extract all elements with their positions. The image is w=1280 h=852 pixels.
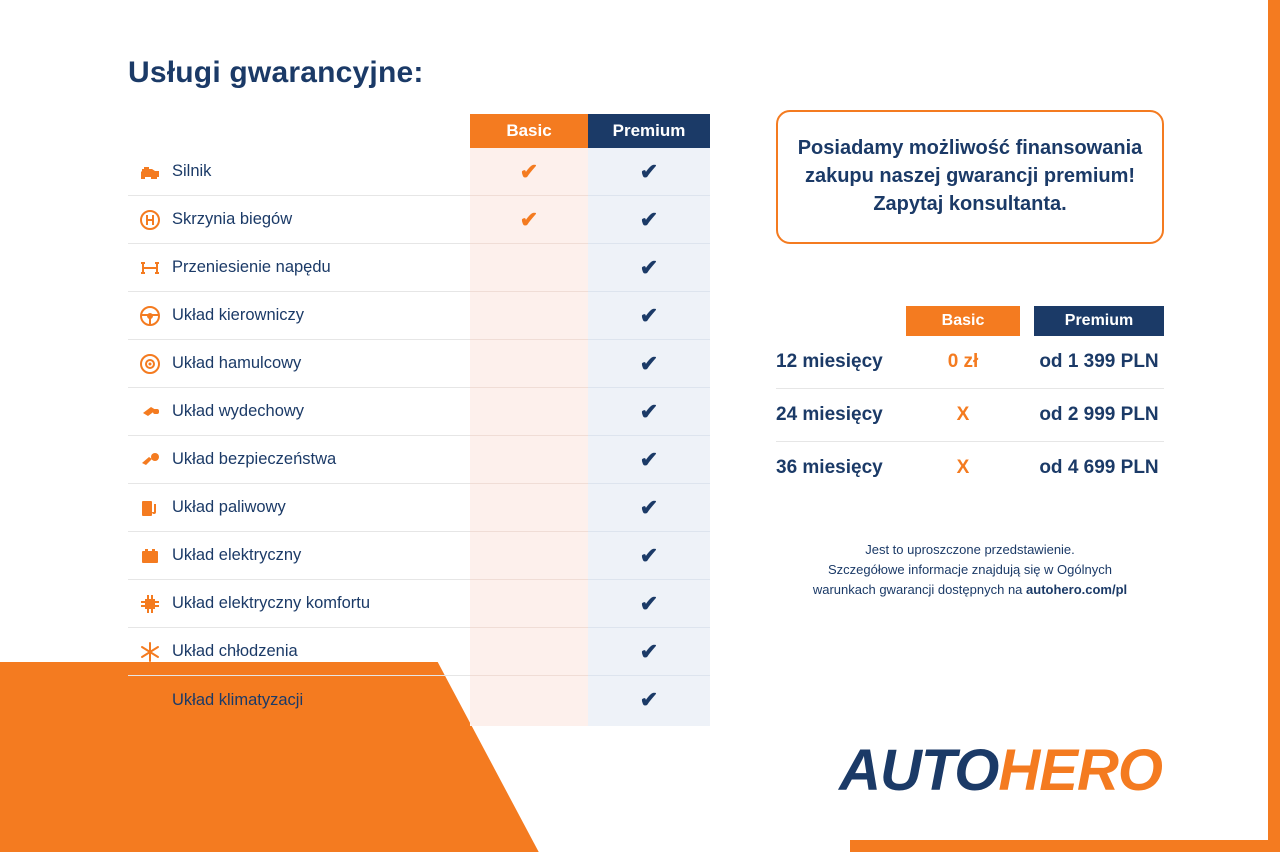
disclaimer-line-3-text: warunkach gwarancji dostępnych na <box>812 582 1027 598</box>
exhaust-icon <box>128 403 172 421</box>
services-table <box>128 114 712 724</box>
price-period-label: 12 miesięcy <box>776 351 883 372</box>
services-table-header <box>128 114 712 148</box>
brake-disc-icon <box>128 354 172 374</box>
logo-text-auto: AUTO <box>839 738 999 803</box>
premium-cell <box>588 340 710 388</box>
fuel-pump-icon <box>128 498 172 518</box>
service-label-cell <box>128 436 470 484</box>
steering-wheel-icon <box>128 306 172 326</box>
premium-check: ✔ <box>639 206 659 232</box>
premium-cell <box>588 532 710 580</box>
table-row <box>128 244 712 292</box>
price-column-header-basic: Basic <box>906 306 1020 336</box>
basic-cell <box>470 244 588 292</box>
table-row <box>128 580 712 628</box>
decorative-orange-bar-bottom-right <box>850 840 1280 852</box>
price-period-label: 36 miesięcy <box>776 457 883 478</box>
service-label-cell <box>128 196 470 244</box>
premium-check: ✔ <box>639 158 659 184</box>
basic-cell <box>470 484 588 532</box>
pricing-table-header <box>776 306 1164 336</box>
premium-cell <box>588 484 710 532</box>
service-label: Układ chłodzenia <box>172 642 298 660</box>
service-label-cell <box>128 340 470 388</box>
premium-cell <box>588 628 710 676</box>
table-row <box>128 388 712 436</box>
premium-check: ✔ <box>639 638 659 664</box>
service-label: Układ kierowniczy <box>172 306 305 324</box>
page-title: Usługi gwarancyjne: <box>128 56 424 89</box>
price-column-header-premium: Premium <box>1034 306 1164 336</box>
table-row <box>128 148 712 196</box>
table-row <box>776 336 1164 389</box>
service-label: Silnik <box>172 162 212 180</box>
premium-check: ✔ <box>639 398 659 424</box>
gearbox-icon <box>128 210 172 230</box>
basic-cell <box>470 148 588 196</box>
service-label: Układ bezpieczeństwa <box>172 450 337 468</box>
service-label: Układ klimatyzacji <box>172 690 304 709</box>
price-premium-value: od 2 999 PLN <box>1039 404 1159 425</box>
service-label: Przeniesienie napędu <box>172 258 331 276</box>
service-label: Układ paliwowy <box>172 498 286 516</box>
disclaimer-line-3 <box>776 580 1164 600</box>
table-row <box>128 484 712 532</box>
disclaimer-line-2: Szczegółowe informacje znajdują się w Ogólnych <box>828 562 1112 578</box>
table-row <box>128 340 712 388</box>
table-row <box>128 436 712 484</box>
thermometer-icon <box>128 690 172 710</box>
chip-icon <box>128 594 172 614</box>
pricing-table <box>776 306 1164 494</box>
price-basic-value: 0 zł <box>947 351 979 372</box>
price-period-label: 24 miesięcy <box>776 404 883 425</box>
basic-cell <box>470 388 588 436</box>
logo-text-hero: HERO <box>998 738 1162 803</box>
header-spacer <box>128 114 470 148</box>
basic-cell <box>470 580 588 628</box>
basic-cell <box>470 628 588 676</box>
drivetrain-icon <box>128 259 172 277</box>
service-label: Układ hamulcowy <box>172 354 302 372</box>
battery-icon <box>128 547 172 565</box>
service-label: Układ elektryczny komfortu <box>172 594 371 612</box>
service-label-cell <box>128 676 470 724</box>
price-premium-value: od 1 399 PLN <box>1039 351 1159 372</box>
basic-cell <box>470 292 588 340</box>
premium-cell <box>588 196 710 244</box>
premium-cell <box>588 436 710 484</box>
basic-cell <box>470 436 588 484</box>
services-panel <box>128 56 712 724</box>
premium-cell <box>588 292 710 340</box>
premium-cell <box>588 388 710 436</box>
price-basic-value: X <box>956 404 970 425</box>
service-label-cell <box>128 580 470 628</box>
table-row <box>128 532 712 580</box>
table-row <box>128 196 712 244</box>
column-header-premium: Premium <box>588 114 710 148</box>
service-label-cell <box>128 292 470 340</box>
financing-promo-box: Posiadamy możliwość finansowania zakupu naszej gwarancji premium! Zapytaj konsultanta. <box>776 110 1164 244</box>
service-label-cell <box>128 148 470 196</box>
premium-cell <box>588 580 710 628</box>
premium-check: ✔ <box>639 494 659 520</box>
airbag-icon <box>128 451 172 469</box>
table-row <box>776 442 1164 494</box>
decorative-orange-bar-right <box>1268 0 1280 852</box>
basic-cell <box>470 196 588 244</box>
premium-cell <box>588 676 710 724</box>
premium-check: ✔ <box>639 446 659 472</box>
basic-check: ✔ <box>519 158 539 184</box>
table-row <box>776 389 1164 442</box>
premium-check: ✔ <box>639 542 659 568</box>
premium-cell <box>588 244 710 292</box>
basic-cell <box>470 340 588 388</box>
services-rows <box>128 148 712 724</box>
service-label-cell <box>128 628 470 676</box>
table-row <box>128 292 712 340</box>
premium-check: ✔ <box>639 590 659 616</box>
premium-cell <box>588 148 710 196</box>
offer-panel <box>776 110 1164 600</box>
service-label: Układ elektryczny <box>172 546 302 564</box>
service-label-cell <box>128 484 470 532</box>
autohero-logo <box>839 737 1162 804</box>
service-label-cell <box>128 388 470 436</box>
disclaimer <box>776 540 1164 600</box>
website-link[interactable]: autohero.com/pl <box>1026 582 1128 598</box>
snowflake-icon <box>128 642 172 662</box>
column-header-basic: Basic <box>470 114 588 148</box>
basic-cell <box>470 532 588 580</box>
disclaimer-line-1: Jest to uproszczone przedstawienie. <box>865 542 1075 557</box>
basic-cell <box>470 676 588 724</box>
premium-check: ✔ <box>639 254 659 280</box>
basic-check: ✔ <box>519 206 539 232</box>
engine-icon <box>128 163 172 181</box>
service-label-cell <box>128 244 470 292</box>
table-row <box>128 676 712 724</box>
service-label: Układ wydechowy <box>172 402 305 420</box>
service-label: Skrzynia biegów <box>172 210 293 228</box>
price-premium-value: od 4 699 PLN <box>1039 457 1159 478</box>
table-row <box>128 628 712 676</box>
premium-check: ✔ <box>639 302 659 328</box>
premium-check: ✔ <box>639 350 659 376</box>
price-basic-value: X <box>956 457 970 478</box>
service-label-cell <box>128 532 470 580</box>
premium-check: ✔ <box>639 687 659 712</box>
